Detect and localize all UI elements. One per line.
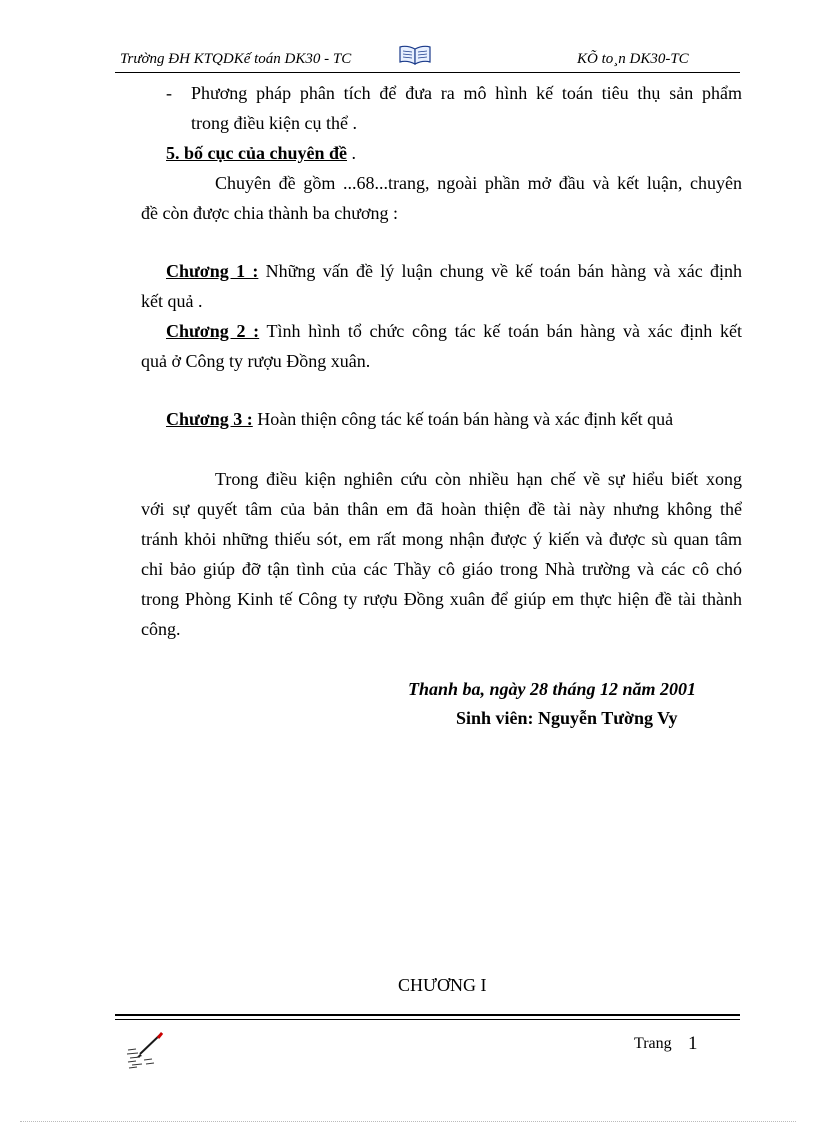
chapter-1-line-1 (166, 256, 742, 287)
chapter-3-text: Hoàn thiện công tác kế toán bán hàng và xác định kết quả (257, 409, 674, 429)
book-icon (397, 44, 433, 71)
chapter-1-line-2: kết quả . (141, 291, 203, 311)
chapter-3-line-1 (166, 404, 673, 435)
intro-line-2: đề còn được chia thành ba chương : (141, 203, 398, 223)
closing-line-2: với sự quyết tâm của bản thân em đã hoàn thiện đề tài này nhưng không thể (141, 499, 742, 519)
section-heading-text: 5. bố cục của chuyên đề (166, 143, 348, 163)
bullet-dash: - (166, 83, 172, 103)
header-right-text: KÕ to¸n DK30-TC (577, 51, 689, 67)
student-name: Sinh viên: Nguyễn Tường Vy (456, 708, 678, 728)
closing-line-5: trong Phòng Kinh tế Công ty rượu Đồng xuân để giúp em thực hiện đề tài thành (141, 589, 742, 609)
next-chapter-title: CHƯƠNG I (398, 975, 487, 995)
chapter-1-text: Những vấn đề lý luận chung về kế toán bán hàng và xác định (265, 261, 742, 281)
header-left-text: Trường ĐH KTQDKế toán DK30 - TC (120, 51, 352, 67)
header-rule (115, 72, 740, 73)
chapter-1-label: Chương 1 : (166, 261, 259, 281)
closing-line-4: chỉ bảo giúp đỡ tận tình của các Thầy cô giáo trong Nhà trường và các cô chó (141, 559, 742, 579)
page-bottom-border (20, 1121, 796, 1122)
closing-line-1: Trong điều kiện nghiên cứu còn nhiều hạn chế về sự hiểu biết xong (215, 469, 742, 489)
bullet-line-1: Phương pháp phân tích để đưa ra mô hình kế toán tiêu thụ sản phẩm (191, 83, 742, 103)
closing-line-3: tránh khỏi những thiếu sót, em rất mong nhận được ý kiến và được sù quan tâm (141, 529, 742, 549)
footer-rule-bottom (115, 1019, 740, 1020)
chapter-2-line-1 (166, 316, 742, 347)
page-label: Trang (634, 1035, 672, 1052)
closing-line-6: công. (141, 619, 181, 639)
chapter-2-label: Chương 2 : (166, 321, 260, 341)
intro-line-1: Chuyên đề gồm ...68...trang, ngoài phần mở đầu và kết luận, chuyên (215, 173, 742, 193)
footer-rule-top (115, 1014, 740, 1016)
bullet-line-2: trong điều kiện cụ thể . (191, 113, 357, 133)
chapter-2-text: Tình hình tổ chức công tác kế toán bán hàng và xác định kết (266, 321, 742, 341)
section-heading-tail: . (351, 143, 357, 163)
place-date: Thanh ba, ngày 28 tháng 12 năm 2001 (408, 679, 697, 699)
chapter-2-line-2: quả ở Công ty rượu Đồng xuân. (141, 351, 371, 371)
section-heading (166, 138, 356, 169)
pen-logo-icon (124, 1030, 166, 1075)
page-number: 1 (688, 1033, 698, 1054)
chapter-3-label: Chương 3 : (166, 409, 253, 429)
